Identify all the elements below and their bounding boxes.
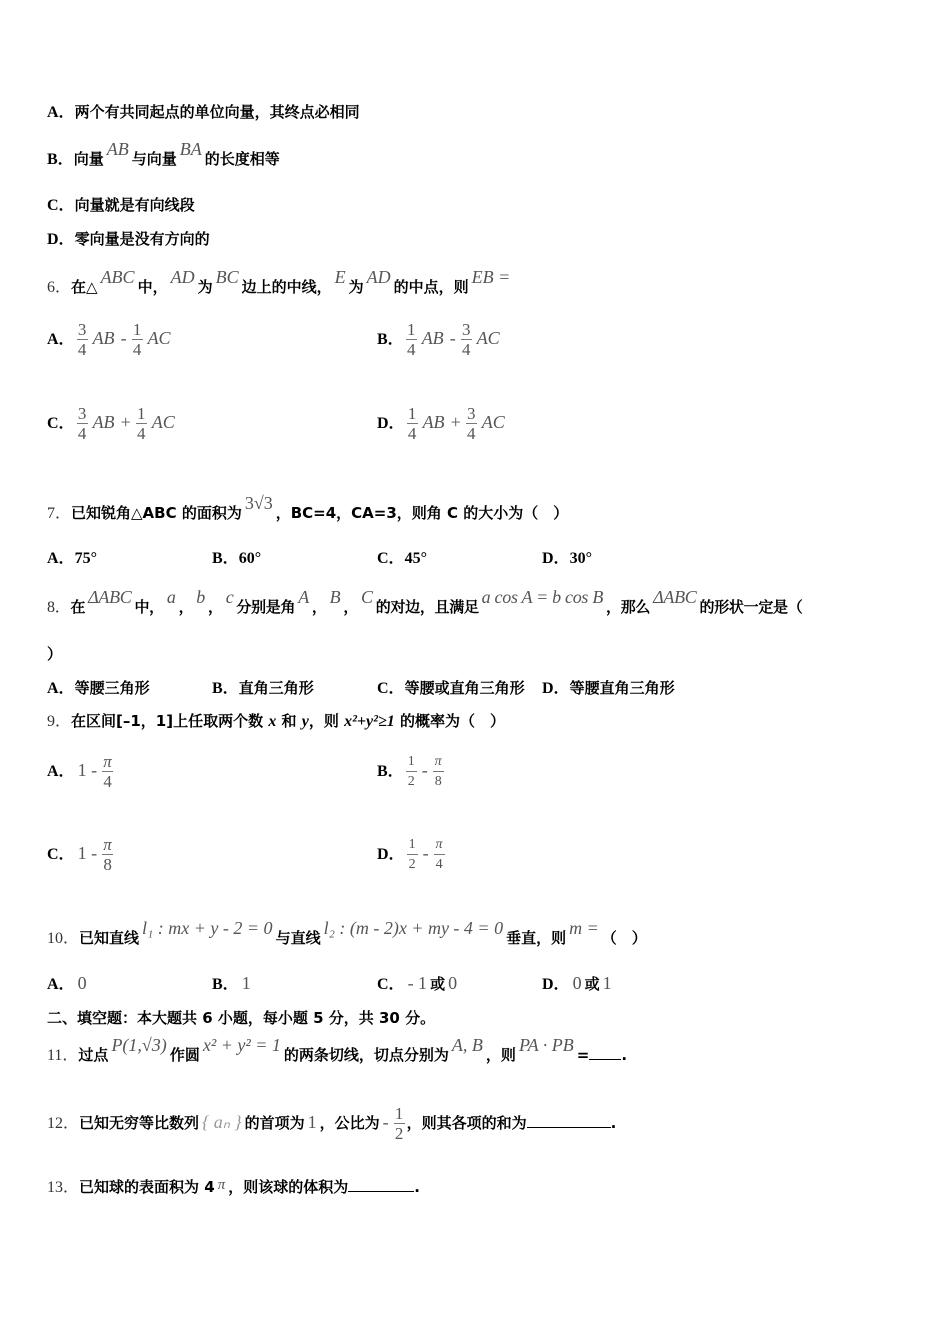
option-label: D． bbox=[542, 976, 570, 993]
numerator: 1 bbox=[407, 404, 417, 423]
option-label: A． bbox=[47, 331, 75, 348]
fraction bbox=[406, 752, 417, 791]
operator: - bbox=[120, 328, 127, 348]
math: 0 bbox=[77, 973, 87, 993]
question-number: 7． bbox=[47, 505, 72, 522]
text: 的两条切线，切点分别为 bbox=[283, 1046, 449, 1064]
q9-option-c bbox=[47, 835, 115, 874]
numerator: π bbox=[103, 835, 112, 854]
option-label: B． bbox=[212, 550, 239, 567]
operator: - bbox=[449, 328, 456, 348]
numerator: π bbox=[103, 752, 112, 771]
option-label: D． bbox=[377, 415, 405, 432]
question-number: 13． bbox=[47, 1179, 80, 1196]
math: l₁ : mx + y - 2 = 0 bbox=[142, 918, 273, 938]
question-12 bbox=[47, 1104, 616, 1143]
text: ，则 bbox=[308, 712, 345, 730]
text: （ ） bbox=[601, 929, 647, 947]
denominator: 8 bbox=[434, 774, 442, 789]
denominator: 4 bbox=[103, 772, 112, 791]
text: ，那么 bbox=[606, 598, 651, 616]
denominator: 4 bbox=[77, 340, 87, 359]
text: 向量 bbox=[73, 150, 104, 168]
text: . bbox=[414, 1178, 420, 1196]
operator: - bbox=[382, 1112, 389, 1132]
text: 在△ bbox=[71, 278, 98, 296]
math: 1 - bbox=[77, 760, 98, 780]
vector: AC bbox=[151, 412, 175, 432]
math: AB bbox=[106, 139, 129, 159]
option-label: D． bbox=[377, 846, 405, 863]
option-label: B． bbox=[377, 763, 404, 780]
math: m = bbox=[569, 918, 599, 938]
question-9 bbox=[47, 711, 505, 732]
math: AD bbox=[170, 267, 195, 287]
q8-options bbox=[47, 678, 907, 700]
text: . bbox=[621, 1046, 628, 1064]
option-label: B． bbox=[377, 331, 404, 348]
math: ABC bbox=[100, 267, 135, 287]
math: 0 bbox=[448, 973, 458, 993]
numerator: 1 bbox=[394, 1104, 404, 1123]
denominator: 2 bbox=[407, 774, 415, 789]
fraction bbox=[466, 404, 477, 443]
question-number: 11． bbox=[47, 1047, 79, 1064]
fraction bbox=[407, 404, 418, 443]
math: l₂ : (m - 2)x + my - 4 = 0 bbox=[323, 918, 504, 938]
operator: - bbox=[421, 760, 428, 780]
operator: + bbox=[120, 412, 131, 432]
denominator: 4 bbox=[461, 340, 471, 359]
text: = bbox=[576, 1046, 590, 1064]
math: { aₙ } bbox=[202, 1112, 242, 1132]
text: 中， bbox=[134, 598, 164, 616]
operator: + bbox=[450, 412, 461, 432]
text: ， bbox=[343, 598, 359, 616]
option-label: D． bbox=[542, 680, 570, 697]
q5-option-a bbox=[47, 102, 360, 123]
q6-option-a bbox=[47, 320, 174, 359]
math: EB = bbox=[471, 267, 511, 287]
math: AD bbox=[366, 267, 391, 287]
text: 的首项为 bbox=[244, 1114, 305, 1132]
q8-close-paren bbox=[47, 644, 62, 664]
math: P(1,√3) bbox=[111, 1035, 167, 1055]
option-label: B． bbox=[47, 151, 74, 168]
text: 为 bbox=[348, 278, 364, 296]
math: B bbox=[329, 587, 341, 607]
question-number: 12． bbox=[47, 1115, 80, 1132]
vector: AB bbox=[422, 412, 445, 432]
math: y bbox=[301, 713, 309, 730]
denominator: 4 bbox=[77, 424, 87, 443]
option-label: A． bbox=[47, 550, 75, 567]
question-11 bbox=[47, 1035, 628, 1066]
option-label: C． bbox=[377, 550, 405, 567]
math: BA bbox=[179, 139, 202, 159]
numerator: 3 bbox=[466, 404, 476, 423]
text: 已知球的表面积为 4 bbox=[79, 1178, 215, 1196]
q5-option-d bbox=[47, 229, 210, 250]
option-label: C． bbox=[47, 197, 75, 214]
math: A, B bbox=[451, 1035, 483, 1055]
option-label: A． bbox=[47, 680, 75, 697]
q10-options bbox=[47, 973, 907, 995]
text: 过点 bbox=[78, 1046, 109, 1064]
denominator: 4 bbox=[466, 424, 476, 443]
denominator: 4 bbox=[407, 424, 417, 443]
text: 边上的中线， bbox=[241, 278, 332, 296]
option-text: 向量就是有向线段 bbox=[74, 196, 195, 214]
fraction bbox=[407, 835, 418, 874]
question-6 bbox=[47, 267, 513, 298]
text: . bbox=[610, 1114, 617, 1132]
answer-blank[interactable] bbox=[527, 1113, 611, 1128]
option-text: 等腰或直角三角形 bbox=[404, 679, 525, 697]
q6-option-c bbox=[47, 404, 178, 443]
numerator: 1 bbox=[406, 320, 416, 339]
question-number: 8． bbox=[47, 599, 71, 616]
vector: AC bbox=[481, 412, 505, 432]
math: 1 bbox=[602, 973, 612, 993]
text: ） bbox=[47, 645, 63, 663]
math: A bbox=[298, 587, 309, 607]
text: 作圆 bbox=[169, 1046, 200, 1064]
text: 在 bbox=[70, 598, 86, 616]
math: c bbox=[225, 587, 234, 607]
denominator: 4 bbox=[435, 857, 443, 872]
option-text: 等腰直角三角形 bbox=[569, 679, 675, 697]
vector: AB bbox=[421, 328, 444, 348]
text: 在区间[–1，1]上任取两个数 bbox=[71, 712, 269, 730]
answer-blank[interactable] bbox=[589, 1045, 621, 1060]
option-text: 45° bbox=[404, 550, 427, 567]
math: π bbox=[217, 1177, 226, 1193]
text: 的形状一定是（ bbox=[699, 598, 803, 616]
text: 中， bbox=[137, 278, 168, 296]
fraction bbox=[102, 752, 113, 791]
option-label: A． bbox=[47, 976, 75, 993]
math: ΔABC bbox=[653, 587, 697, 607]
q9-option-a bbox=[47, 752, 115, 791]
vector: AB bbox=[92, 328, 115, 348]
fraction bbox=[406, 320, 417, 359]
fraction bbox=[77, 320, 88, 359]
fraction bbox=[434, 835, 445, 874]
denominator: 4 bbox=[406, 340, 416, 359]
vector: AC bbox=[476, 328, 500, 348]
math: ΔABC bbox=[88, 587, 132, 607]
question-7 bbox=[47, 493, 569, 524]
q6-option-d bbox=[377, 404, 508, 443]
option-label: D． bbox=[542, 550, 570, 567]
numerator: π bbox=[434, 754, 442, 769]
math: 3√3 bbox=[244, 493, 273, 513]
math: C bbox=[361, 587, 373, 607]
q5-option-c bbox=[47, 195, 195, 216]
math: x² + y² = 1 bbox=[202, 1035, 281, 1055]
vector: AB bbox=[92, 412, 115, 432]
text: ，公比为 bbox=[319, 1114, 380, 1132]
question-number: 9． bbox=[47, 713, 72, 730]
option-text: 75° bbox=[74, 550, 97, 567]
numerator: 1 bbox=[407, 754, 415, 769]
numerator: 3 bbox=[77, 404, 87, 423]
option-label: A． bbox=[47, 763, 75, 780]
text: 为 bbox=[197, 278, 213, 296]
math: PA · PB bbox=[518, 1035, 574, 1055]
math: x²+y²≥1 bbox=[344, 713, 395, 730]
text: ，则该球的体积为 bbox=[228, 1178, 349, 1196]
math: - 1 bbox=[407, 973, 428, 993]
fraction bbox=[433, 752, 444, 791]
question-8 bbox=[47, 587, 803, 618]
text: ，BC=4，CA=3，则角 C 的大小为（ ） bbox=[275, 504, 569, 522]
option-label: C． bbox=[377, 680, 405, 697]
text: 垂直，则 bbox=[506, 929, 567, 947]
option-label: A． bbox=[47, 104, 75, 121]
numerator: 3 bbox=[77, 320, 87, 339]
text: 和 bbox=[276, 712, 302, 730]
fraction bbox=[394, 1104, 405, 1143]
text: 已知锐角△ABC 的面积为 bbox=[71, 504, 242, 522]
option-text: 两个有共同起点的单位向量，其终点必相同 bbox=[74, 103, 360, 121]
q9-option-b bbox=[377, 752, 446, 791]
option-label: C． bbox=[47, 415, 75, 432]
text: 已知无穷等比数列 bbox=[79, 1114, 200, 1132]
option-label: C． bbox=[377, 976, 405, 993]
text: 的中点，则 bbox=[393, 278, 469, 296]
text: ， bbox=[311, 598, 327, 616]
q9-option-d bbox=[377, 835, 447, 874]
text: ，则 bbox=[485, 1046, 516, 1064]
math: 0 bbox=[572, 973, 582, 993]
math: x bbox=[268, 713, 277, 730]
option-text: 直角三角形 bbox=[238, 679, 314, 697]
text: ，则其各项的和为 bbox=[406, 1114, 527, 1132]
option-text: 零向量是没有方向的 bbox=[74, 230, 210, 248]
numerator: 1 bbox=[408, 837, 416, 852]
math: BC bbox=[215, 267, 239, 287]
q6-option-b bbox=[377, 320, 503, 359]
question-10 bbox=[47, 918, 647, 949]
option-label: B． bbox=[212, 976, 239, 993]
option-text: 60° bbox=[238, 550, 262, 567]
answer-blank[interactable] bbox=[348, 1177, 414, 1192]
vector: AC bbox=[147, 328, 171, 348]
math: a cos A = b cos B bbox=[481, 587, 604, 607]
text: ， bbox=[208, 598, 223, 616]
text: 分别是角 bbox=[236, 598, 296, 616]
fraction bbox=[132, 320, 143, 359]
denominator: 2 bbox=[408, 857, 416, 872]
math: b bbox=[196, 587, 205, 607]
numerator: 1 bbox=[132, 320, 142, 339]
question-number: 10． bbox=[47, 930, 80, 947]
section-heading-fill-in: 二、填空题：本大题共 6 小题，每小题 5 分，共 30 分。 bbox=[47, 1009, 436, 1027]
math: E bbox=[334, 267, 346, 287]
denominator: 8 bbox=[103, 855, 112, 874]
numerator: 3 bbox=[461, 320, 471, 339]
text: 已知直线 bbox=[79, 929, 140, 947]
denominator: 4 bbox=[132, 340, 142, 359]
fraction bbox=[136, 404, 147, 443]
math: 1 bbox=[241, 973, 251, 993]
math: 1 - bbox=[77, 843, 98, 863]
text: 的长度相等 bbox=[204, 150, 280, 168]
text: 与直线 bbox=[275, 929, 321, 947]
option-label: C． bbox=[47, 846, 75, 863]
q5-option-b bbox=[47, 139, 280, 170]
fraction bbox=[77, 404, 88, 443]
text: 或 bbox=[584, 975, 600, 993]
text: 的概率为（ ） bbox=[394, 712, 505, 730]
text: 的对边，且满足 bbox=[375, 598, 479, 616]
denominator: 2 bbox=[394, 1124, 404, 1143]
option-text: 30° bbox=[569, 550, 592, 567]
question-13 bbox=[47, 1177, 420, 1198]
math: 1 bbox=[307, 1112, 317, 1132]
option-label: B． bbox=[212, 680, 239, 697]
text: 与向量 bbox=[131, 150, 177, 168]
text: 或 bbox=[430, 975, 446, 993]
q7-options bbox=[47, 548, 907, 570]
math: a bbox=[166, 587, 176, 607]
operator: - bbox=[422, 843, 429, 863]
denominator: 4 bbox=[136, 424, 146, 443]
text: ， bbox=[178, 598, 194, 616]
fraction bbox=[461, 320, 472, 359]
fraction bbox=[102, 835, 113, 874]
option-label: D． bbox=[47, 231, 75, 248]
option-text: 等腰三角形 bbox=[74, 679, 150, 697]
numerator: π bbox=[435, 837, 443, 852]
question-number: 6． bbox=[47, 279, 72, 296]
numerator: 1 bbox=[136, 404, 146, 423]
